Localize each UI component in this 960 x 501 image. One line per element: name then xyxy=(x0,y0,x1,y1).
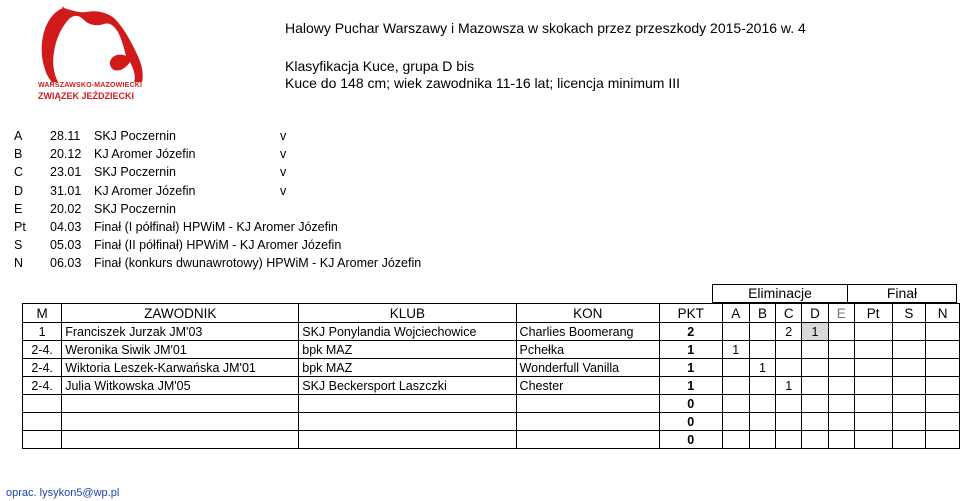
schedule-place: SKJ Poczernin xyxy=(94,129,176,143)
cell-pt xyxy=(854,323,892,341)
schedule-row xyxy=(14,127,421,145)
cell-n xyxy=(926,377,960,395)
cell-s xyxy=(892,395,926,413)
logo-text-line2: ZWIĄZEK JEŹDZIECKI xyxy=(38,91,134,101)
cell-b xyxy=(749,323,775,341)
cell-b xyxy=(749,377,775,395)
eliminacje-header: Eliminacje xyxy=(712,284,848,303)
schedule-date: 20.02 xyxy=(50,201,82,216)
cell-pt xyxy=(854,359,892,377)
col-b: B xyxy=(749,304,775,323)
cell-m: 2-4. xyxy=(23,359,62,377)
cell-m: 2-4. xyxy=(23,341,62,359)
cell-horse: Pchełka xyxy=(516,341,659,359)
cell-s xyxy=(892,377,926,395)
cell-club: SKJ Beckersport Laszczki xyxy=(299,377,516,395)
col-c: C xyxy=(776,304,802,323)
cell-pt xyxy=(854,431,892,449)
cell-a xyxy=(722,323,749,341)
cell-c xyxy=(776,341,802,359)
cell-m: 1 xyxy=(23,323,62,341)
schedule-place: KJ Aromer Józefin xyxy=(94,183,196,198)
cell-horse: Charlies Boomerang xyxy=(516,323,659,341)
cell-m xyxy=(23,413,62,431)
schedule-mark xyxy=(280,200,300,218)
schedule-mark: v xyxy=(280,129,287,143)
cell-e xyxy=(828,377,854,395)
cell-d xyxy=(802,359,828,377)
col-horse: KON xyxy=(516,304,659,323)
cell-c xyxy=(776,431,802,449)
table-row xyxy=(23,377,960,395)
schedule-code: A xyxy=(14,129,23,143)
cell-pkt: 1 xyxy=(659,359,722,377)
schedule-row xyxy=(14,254,421,272)
cell-e xyxy=(828,413,854,431)
cell-n xyxy=(926,431,960,449)
cell-c xyxy=(776,413,802,431)
cell-horse: Wonderfull Vanilla xyxy=(516,359,659,377)
cell-rider xyxy=(62,413,299,431)
cell-pt xyxy=(854,377,892,395)
cell-s xyxy=(892,359,926,377)
col-pt: Pt xyxy=(854,304,892,323)
cell-e xyxy=(828,395,854,413)
classification-title: Klasyfikacja Kuce, grupa D bis xyxy=(285,58,475,74)
cell-c xyxy=(776,395,802,413)
cell-club xyxy=(299,413,516,431)
col-e: E xyxy=(828,304,854,323)
cell-e xyxy=(828,359,854,377)
cell-a xyxy=(722,359,749,377)
cell-a xyxy=(722,413,749,431)
col-rider: ZAWODNIK xyxy=(62,304,299,323)
schedule-code: N xyxy=(14,256,24,271)
cell-club xyxy=(299,431,516,449)
cell-s xyxy=(892,323,926,341)
col-pkt: PKT xyxy=(659,304,722,323)
cell-a xyxy=(722,395,749,413)
cell-d: 1 xyxy=(802,323,828,341)
schedule-row xyxy=(14,236,421,254)
schedule-date: 05.03 xyxy=(50,238,82,253)
logo-text-line1: WARSZAWSKO-MAZOWIECKI xyxy=(38,82,143,89)
cell-s xyxy=(892,431,926,449)
cell-rider xyxy=(62,395,299,413)
cell-pkt: 0 xyxy=(659,431,722,449)
cell-pt xyxy=(854,341,892,359)
cell-s xyxy=(892,341,926,359)
schedule-row xyxy=(14,200,421,218)
schedule-date: 06.03 xyxy=(50,256,82,271)
cell-horse: Chester xyxy=(516,377,659,395)
schedule-code: B xyxy=(14,147,23,162)
cell-club: bpk MAZ xyxy=(299,359,516,377)
col-m: M xyxy=(23,304,62,323)
col-a: A xyxy=(722,304,749,323)
cell-e xyxy=(828,341,854,359)
cell-club xyxy=(299,395,516,413)
cell-d xyxy=(802,413,828,431)
col-s: S xyxy=(892,304,926,323)
schedule-mark: v xyxy=(280,165,287,180)
cell-horse xyxy=(516,431,659,449)
cell-club: SKJ Ponylandia Wojciechowice xyxy=(299,323,516,341)
schedule-code: S xyxy=(14,238,23,253)
cell-a xyxy=(722,377,749,395)
cell-c: 1 xyxy=(776,377,802,395)
cell-n xyxy=(926,341,960,359)
cell-c: 2 xyxy=(776,323,802,341)
cell-n xyxy=(926,323,960,341)
classification-subtitle: Kuce do 148 cm; wiek zawodnika 11-16 lat; licencja minimum III xyxy=(285,75,681,91)
cell-pkt: 1 xyxy=(659,377,722,395)
schedule-place: SKJ Poczernin xyxy=(94,201,176,216)
cell-m: 2-4. xyxy=(23,377,62,395)
cell-rider: Wiktoria Leszek-Karwańska JM'01 xyxy=(62,359,299,377)
cell-b xyxy=(749,413,775,431)
cell-a xyxy=(722,431,749,449)
cell-pkt: 0 xyxy=(659,395,722,413)
cell-rider xyxy=(62,431,299,449)
schedule-place: Finał (II półfinał) HPWiM - KJ Aromer Józefin xyxy=(94,238,342,253)
cell-rider: Julia Witkowska JM'05 xyxy=(62,377,299,395)
table-row xyxy=(23,413,960,431)
cell-m xyxy=(23,431,62,449)
cell-rider: Weronika Siwik JM'01 xyxy=(62,341,299,359)
cell-rider: Franciszek Jurzak JM'03 xyxy=(62,323,299,341)
cell-d xyxy=(802,395,828,413)
cell-c xyxy=(776,359,802,377)
page-title: Halowy Puchar Warszawy i Mazowsza w skokach przez przeszkody 2015-2016 w. 4 xyxy=(285,20,806,36)
cell-horse xyxy=(516,413,659,431)
schedule-mark: v xyxy=(280,147,287,162)
cell-d xyxy=(802,431,828,449)
schedule-mark: v xyxy=(280,183,287,198)
schedule-code: C xyxy=(14,165,24,180)
cell-e xyxy=(828,323,854,341)
cell-d xyxy=(802,341,828,359)
cell-pkt: 0 xyxy=(659,413,722,431)
table-header-row xyxy=(23,304,960,323)
cell-club: bpk MAZ xyxy=(299,341,516,359)
schedule-place: SKJ Poczernin xyxy=(94,165,176,180)
cell-n xyxy=(926,413,960,431)
table-row xyxy=(23,431,960,449)
cell-b xyxy=(749,341,775,359)
schedule-date: 04.03 xyxy=(50,220,82,235)
schedule-code: Pt xyxy=(14,220,26,235)
table-row xyxy=(23,359,960,377)
schedule-list xyxy=(14,127,421,273)
cell-a: 1 xyxy=(722,341,749,359)
schedule-place: Finał (konkurs dwunawrotowy) HPWiM - KJ Aromer Józefin xyxy=(94,256,422,271)
cell-d xyxy=(802,377,828,395)
col-n: N xyxy=(926,304,960,323)
cell-n xyxy=(926,395,960,413)
table-row xyxy=(23,323,960,341)
cell-pkt: 2 xyxy=(659,323,722,341)
results-table xyxy=(22,303,960,449)
cell-b: 1 xyxy=(749,359,775,377)
schedule-row xyxy=(14,145,421,163)
final-header: Finał xyxy=(848,284,957,303)
cell-b xyxy=(749,395,775,413)
schedule-code: E xyxy=(14,201,23,216)
col-d: D xyxy=(802,304,828,323)
schedule-date: 23.01 xyxy=(50,165,82,180)
schedule-date: 31.01 xyxy=(50,183,82,198)
cell-pkt: 1 xyxy=(659,341,722,359)
cell-pt xyxy=(854,395,892,413)
cell-b xyxy=(749,431,775,449)
schedule-place: KJ Aromer Józefin xyxy=(94,147,196,162)
schedule-date: 20.12 xyxy=(50,147,82,162)
schedule-row xyxy=(14,218,421,236)
cell-horse xyxy=(516,395,659,413)
schedule-code: D xyxy=(14,183,24,198)
schedule-row xyxy=(14,182,421,200)
cell-e xyxy=(828,431,854,449)
cell-m xyxy=(23,395,62,413)
author-email-link[interactable]: oprac. lysykon5@wp.pl xyxy=(6,487,120,499)
cell-n xyxy=(926,359,960,377)
schedule-place: Finał (I półfinał) HPWiM - KJ Aromer Józefin xyxy=(94,220,338,235)
cell-pt xyxy=(854,413,892,431)
col-club: KLUB xyxy=(299,304,516,323)
schedule-date: 28.11 xyxy=(50,129,81,143)
cell-s xyxy=(892,413,926,431)
schedule-row xyxy=(14,163,421,181)
table-row xyxy=(23,395,960,413)
table-row xyxy=(23,341,960,359)
